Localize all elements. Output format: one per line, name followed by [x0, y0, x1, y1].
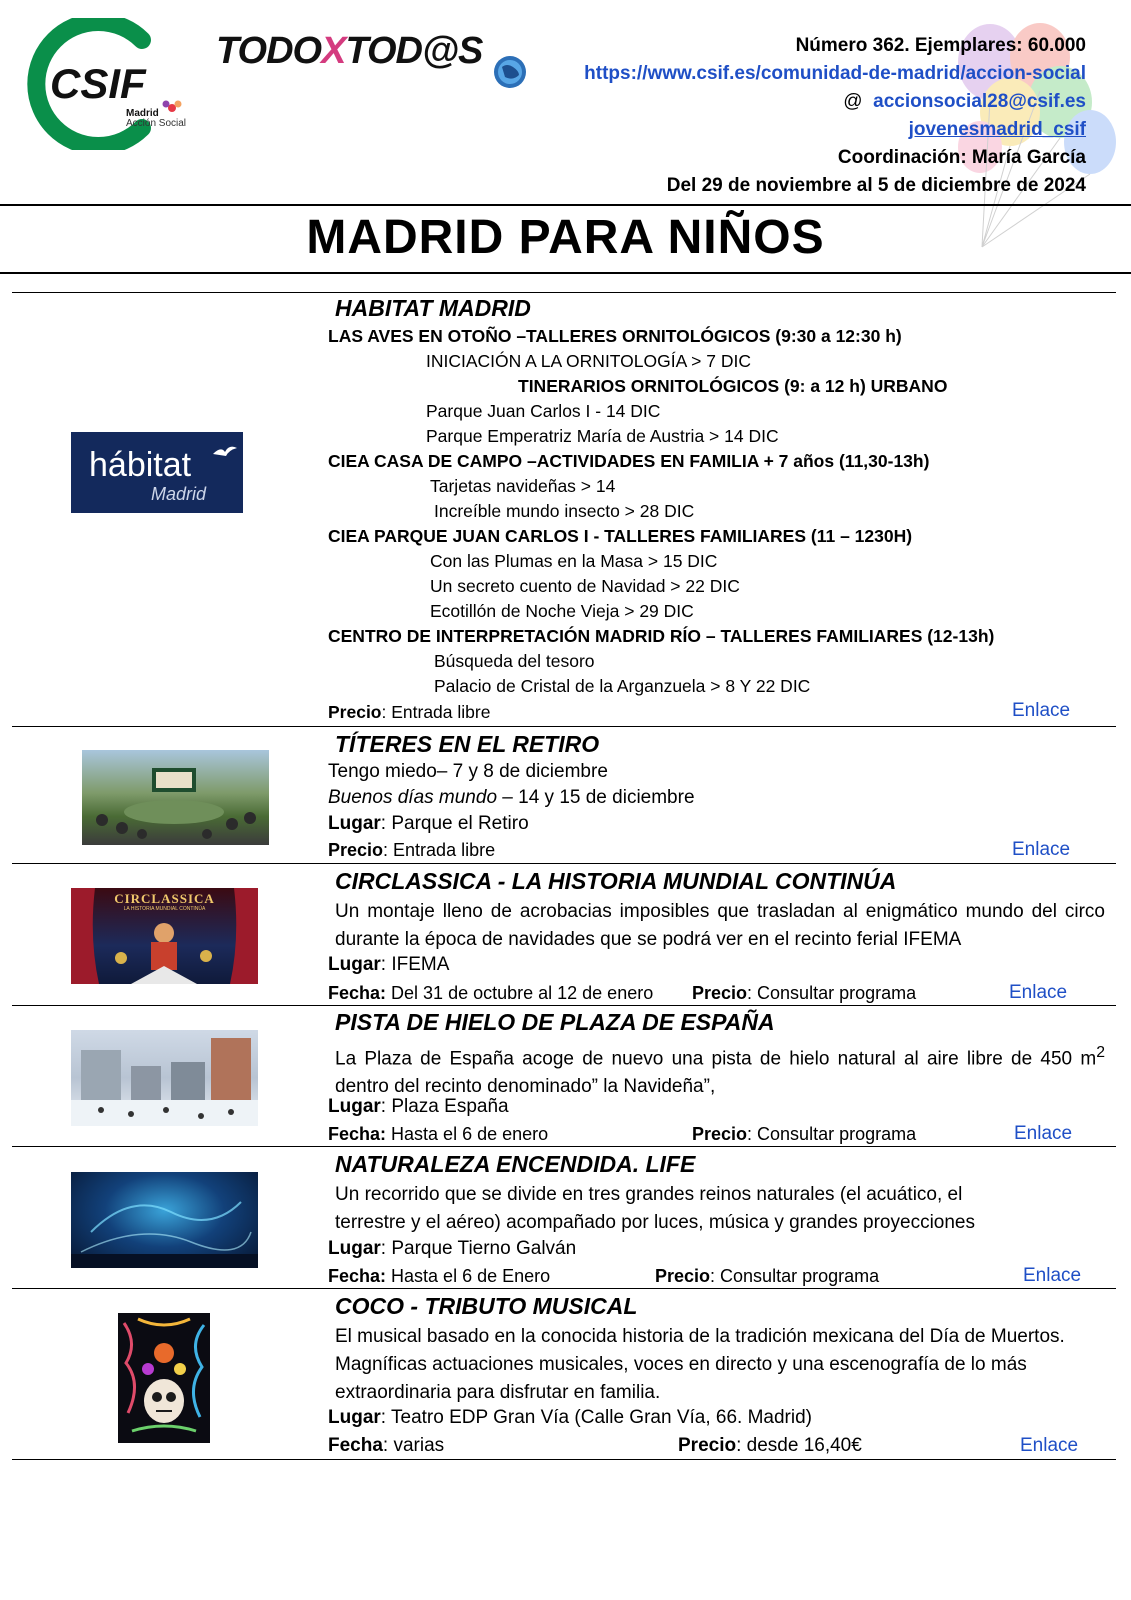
- naturaleza-fecha: [328, 1266, 550, 1287]
- habitat-title: HABITAT MADRID: [335, 295, 531, 321]
- divider: [12, 726, 1116, 727]
- price-label: Precio: [328, 840, 384, 860]
- circlassica-description: Un montaje lleno de acrobacias imposibles que trasladan al enigmático mundo del circo durante la época de navidades que se podrá ver en el recinto ferial IFEMA: [335, 901, 1105, 950]
- habitat-line: Un secreto cuento de Navidad > 22 DIC: [430, 576, 740, 596]
- lugar-value: : Plaza España: [380, 1096, 509, 1117]
- pista-enlace-link[interactable]: Enlace: [1014, 1123, 1073, 1144]
- divider: [12, 292, 1116, 293]
- circlassica-fecha: [328, 983, 653, 1004]
- brand-right: TOD@S: [345, 30, 483, 72]
- naturaleza-description: Un recorrido que se divide en tres grandes reinos naturales (el acuático, el terrestre y el aéreo) acompañado por luces, música y grandes proyecciones: [335, 1184, 975, 1233]
- habitat-enlace-link[interactable]: Enlace: [1012, 700, 1071, 721]
- circlassica-poster: [71, 888, 258, 984]
- todo-x-todos-brand: [216, 30, 482, 73]
- social-link[interactable]: jovenesmadrid_csif: [908, 119, 1086, 140]
- coco-fecha: [328, 1435, 444, 1457]
- circlassica-title: CIRCLASSICA - LA HISTORIA MUNDIAL CONTINÚA: [335, 868, 897, 894]
- pista-lugar: [328, 1096, 509, 1118]
- brand-left: TODO: [216, 30, 322, 72]
- bird-icon: [211, 442, 239, 462]
- price-value: : desde 16,40€: [736, 1435, 862, 1456]
- titeres-line: Tengo miedo– 7 y 8 de diciembre: [328, 761, 608, 782]
- lugar-value: : Teatro EDP Gran Vía (Calle Gran Vía, 66. Madrid): [380, 1407, 812, 1428]
- pista-desc-a: La Plaza de España acoge de nuevo una pista de hielo natural al aire libre de 450 m: [335, 1048, 1097, 1070]
- naturaleza-enlace-link[interactable]: Enlace: [1023, 1265, 1082, 1286]
- titeres-line: [328, 787, 695, 809]
- lugar-label: Lugar: [328, 1096, 381, 1117]
- price-label: Precio: [678, 1435, 737, 1456]
- fecha-label: Fecha:: [328, 1266, 387, 1286]
- titeres-lugar: [328, 813, 529, 835]
- habitat-line: CIEA CASA DE CAMPO –ACTIVIDADES EN FAMILIA + 7 años (11,30-13h): [328, 451, 930, 471]
- email-link[interactable]: accionsocial28@csif.es: [873, 91, 1086, 112]
- price-label: Precio: [328, 702, 382, 722]
- fecha-label: Fecha:: [328, 983, 387, 1003]
- coco-title: COCO - TRIBUTO MUSICAL: [335, 1293, 638, 1319]
- habitat-logo-sub: Madrid: [151, 484, 207, 504]
- coco-poster: [118, 1313, 210, 1443]
- titeres-line-italic: Buenos días mundo: [328, 787, 498, 808]
- pista-desc-sup: 2: [1096, 1044, 1105, 1061]
- coco-enlace-link[interactable]: Enlace: [1020, 1435, 1079, 1456]
- habitat-line: Con las Plumas en la Masa > 15 DIC: [430, 551, 718, 571]
- coordination: Coordinación: María García: [837, 147, 1086, 168]
- pista-title: PISTA DE HIELO DE PLAZA DE ESPAÑA: [335, 1009, 775, 1035]
- price-label: Precio: [692, 1124, 748, 1144]
- habitat-logo-text: hábitat: [89, 446, 192, 484]
- csif-logo-sub2: Acción Social: [126, 118, 187, 129]
- csif-logo: [22, 18, 197, 150]
- pista-price: [692, 1124, 916, 1145]
- fecha-value: Hasta el 6 de Enero: [386, 1266, 551, 1286]
- fecha-value: Del 31 de octubre al 12 de enero: [386, 983, 654, 1003]
- habitat-line: CIEA PARQUE JUAN CARLOS I - TALLERES FAMILIARES (11 – 1230H): [328, 526, 913, 546]
- fecha-label: Fecha:: [328, 1124, 387, 1144]
- habitat-line: Parque Juan Carlos I - 14 DIC: [426, 401, 661, 421]
- lugar-label: Lugar: [328, 1407, 381, 1428]
- csif-logo-sub1: Madrid: [126, 108, 159, 119]
- titeres-title: TÍTERES EN EL RETIRO: [335, 731, 600, 757]
- poster-subtitle: LA HISTORIA MUNDIAL CONTINÚA: [123, 906, 206, 912]
- habitat-line: CENTRO DE INTERPRETACIÓN MADRID RÍO – TALLERES FAMILIARES (12-13h): [328, 626, 995, 646]
- habitat-line: Increíble mundo insecto > 28 DIC: [434, 501, 695, 521]
- fecha-label: Fecha: [328, 1435, 383, 1456]
- page-title: MADRID PARA NIÑOS: [306, 211, 825, 264]
- naturaleza-lugar: [328, 1238, 576, 1260]
- divider: [12, 1288, 1116, 1289]
- divider: [12, 1146, 1116, 1147]
- divider: [12, 1459, 1116, 1460]
- website-link[interactable]: https://www.csif.es/comunidad-de-madrid/accion-social: [584, 63, 1086, 84]
- fecha-value: : varias: [382, 1435, 445, 1456]
- habitat-line: TINERARIOS ORNITOLÓGICOS (9: a 12 h) URBANO: [518, 376, 948, 396]
- coco-description: El musical basado en la conocida historia de la tradición mexicana del Día de Muertos. Magníficas actuaciones musicales, voces en directo y una escenografía de lo más extraordinaria para disfrutar en familia.: [335, 1326, 1065, 1403]
- lugar-value: : Parque Tierno Galván: [380, 1238, 577, 1259]
- web-globe-icon: [493, 55, 527, 89]
- naturaleza-price: [655, 1266, 879, 1287]
- circlassica-lugar: [328, 954, 449, 976]
- coco-lugar: [328, 1407, 812, 1429]
- csif-logo-text: CSIF: [50, 60, 146, 107]
- price-value: : Consultar programa: [747, 983, 917, 1003]
- titeres-photo: [82, 750, 269, 845]
- habitat-line: Parque Emperatriz María de Austria > 14 DIC: [426, 426, 779, 446]
- habitat-price: [328, 700, 490, 725]
- habitat-line: Búsqueda del tesoro: [434, 651, 595, 671]
- lugar-label: Lugar: [328, 1238, 381, 1259]
- pista-fecha: [328, 1124, 548, 1145]
- habitat-line: Ecotillón de Noche Vieja > 29 DIC: [430, 601, 694, 621]
- habitat-logo: [71, 432, 243, 513]
- titeres-enlace-link[interactable]: Enlace: [1012, 839, 1071, 860]
- habitat-line: Tarjetas navideñas > 14: [430, 476, 616, 496]
- price-value: : Consultar programa: [710, 1266, 880, 1286]
- date-range: Del 29 de noviembre al 5 de diciembre de 2024: [666, 175, 1086, 196]
- price-value: : Entrada libre: [383, 840, 496, 860]
- brand-x: X: [321, 30, 346, 72]
- header-info: [584, 32, 1086, 200]
- lugar-value: : IFEMA: [380, 954, 450, 975]
- lugar-label: Lugar: [328, 954, 381, 975]
- circlassica-price: [692, 983, 916, 1004]
- habitat-line: LAS AVES EN OTOÑO –TALLERES ORNITOLÓGICOS (9:30 a 12:30 h): [328, 326, 902, 346]
- lugar-value: : Parque el Retiro: [380, 813, 529, 834]
- naturaleza-title: NATURALEZA ENCENDIDA. LIFE: [335, 1151, 696, 1177]
- habitat-line: INICIACIÓN A LA ORNITOLOGÍA > 7 DIC: [426, 351, 751, 371]
- price-value: : Consultar programa: [747, 1124, 917, 1144]
- price-label: Precio: [692, 983, 748, 1003]
- poster-title: CIRCLASSICA: [114, 891, 215, 906]
- lugar-label: Lugar: [328, 813, 381, 834]
- pista-description: [335, 1039, 1105, 1101]
- pista-desc-b: dentro del recinto denominado” la Navideña”,: [335, 1076, 716, 1098]
- issue-number: Número 362. Ejemplares: 60.000: [795, 35, 1086, 56]
- titeres-line-rest: – 14 y 15 de diciembre: [497, 787, 695, 808]
- pista-photo: [71, 1030, 258, 1126]
- divider: [12, 1005, 1116, 1006]
- naturaleza-photo: [71, 1172, 258, 1268]
- divider: [12, 863, 1116, 864]
- price-value: : Entrada libre: [381, 702, 491, 722]
- coco-price: [678, 1435, 862, 1457]
- habitat-line: Palacio de Cristal de la Arganzuela > 8 Y 22 DIC: [434, 676, 811, 696]
- circlassica-enlace-link[interactable]: Enlace: [1009, 982, 1068, 1003]
- titeres-price: [328, 840, 495, 861]
- price-label: Precio: [655, 1266, 711, 1286]
- at-icon: @: [843, 91, 863, 112]
- fecha-value: Hasta el 6 de enero: [386, 1124, 549, 1144]
